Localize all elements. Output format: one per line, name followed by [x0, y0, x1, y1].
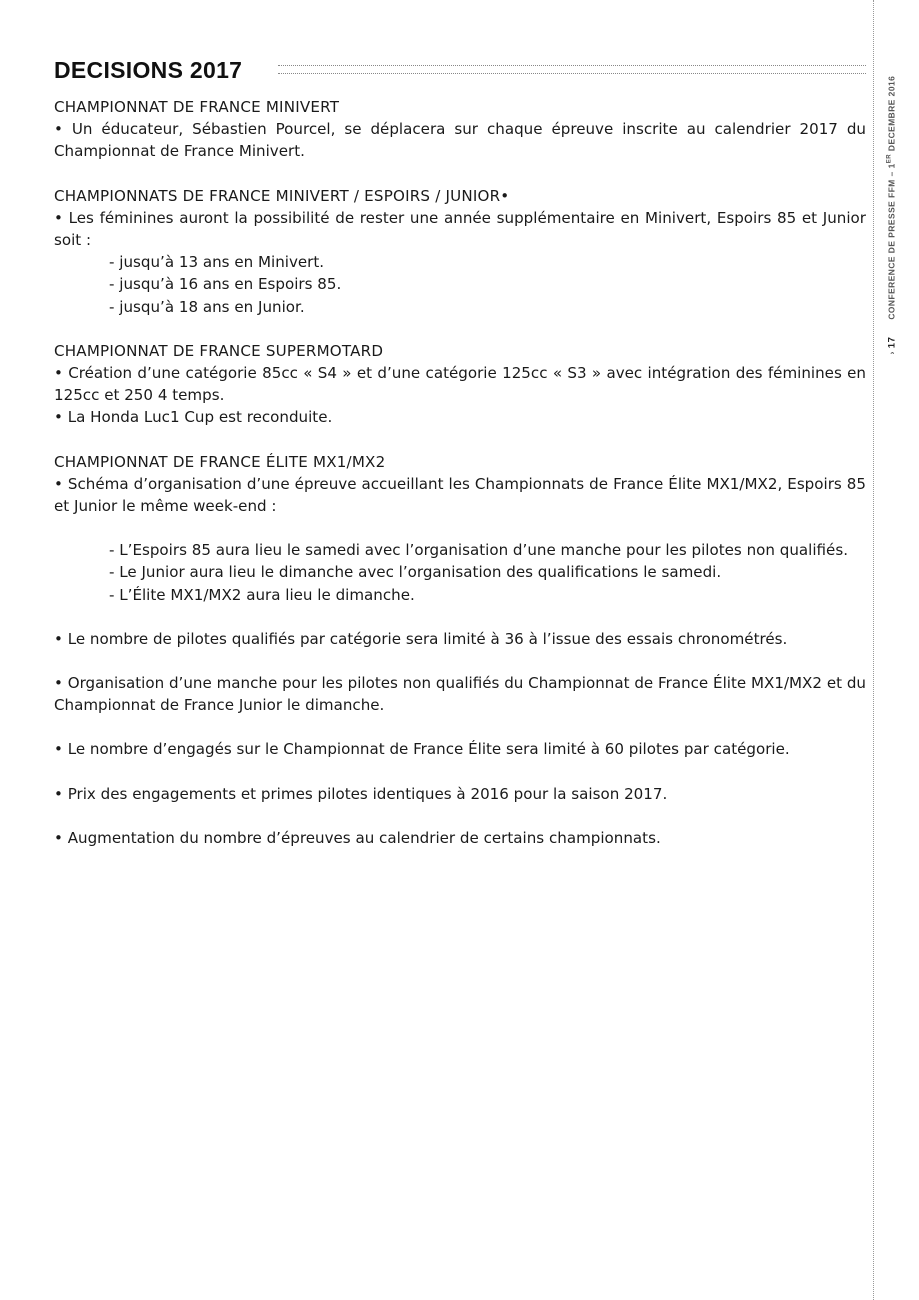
- spacer: [54, 318, 866, 340]
- spacer: [54, 761, 866, 783]
- section-heading-feminines: CHAMPIONNATS DE FRANCE MINIVERT / ESPOIRS / JUNIOR•: [54, 186, 510, 205]
- paragraph: • La Honda Luc1 Cup est reconduite.: [54, 408, 333, 427]
- section-heading-supermotard: CHAMPIONNAT DE FRANCE SUPERMOTARD: [54, 341, 384, 360]
- section-heading-elite: CHAMPIONNAT DE FRANCE ÉLITE MX1/MX2: [54, 452, 386, 471]
- page-title: DECISIONS 2017: [54, 57, 243, 83]
- sidebar-dotted-divider: [873, 0, 874, 1300]
- sidebar-running-header: [880, 40, 904, 390]
- spacer: [54, 606, 866, 628]
- sidebar-label-sup: ER: [886, 153, 893, 164]
- section-heading-minivert: CHAMPIONNAT DE FRANCE MINIVERT: [54, 98, 340, 116]
- paragraph: • Augmentation du nombre d’épreuves au calendrier de certains championnats.: [54, 828, 661, 847]
- spacer: [54, 716, 866, 738]
- sidebar-label-start: CONFERENCE DE PRESSE FFM – 1: [886, 163, 897, 320]
- document-body: [54, 96, 866, 849]
- page-title-row: [54, 56, 866, 86]
- spacer: [54, 163, 866, 185]
- sidebar-page-arrow: ›: [886, 351, 897, 355]
- title-dotted-rule: [278, 65, 866, 74]
- list-item: - jusqu’à 16 ans en Espoirs 85.: [109, 275, 342, 294]
- paragraph: • Le nombre d’engagés sur le Championnat de France Élite sera limité à 60 pilotes par catégorie.: [54, 740, 790, 759]
- paragraph: • Prix des engagements et primes pilotes identiques à 2016 pour la saison 2017.: [54, 784, 668, 803]
- spacer: [54, 650, 866, 672]
- sidebar-text: [887, 76, 898, 355]
- list-item: - jusqu’à 13 ans en Minivert.: [109, 253, 325, 272]
- spacer: [54, 517, 866, 539]
- spacer: [54, 429, 866, 451]
- list-item: - Le Junior aura lieu le dimanche avec l’organisation des qualifications le samedi.: [109, 563, 722, 582]
- paragraph: • Le nombre de pilotes qualifiés par catégorie sera limité à 36 à l’issue des essais chronométrés.: [54, 629, 788, 648]
- list-item: - jusqu’à 18 ans en Junior.: [109, 297, 305, 316]
- paragraph: • Les féminines auront la possibilité de rester une année supplémentaire en Minivert, Espoirs 85 et Junior soit :: [54, 208, 866, 250]
- paragraph: • Schéma d’organisation d’une épreuve accueillant les Championnats de France Élite MX1/MX2, Espoirs 85 et Junior le même week-end :: [54, 474, 866, 516]
- list-item: - L’Élite MX1/MX2 aura lieu le dimanche.: [109, 585, 415, 604]
- list-item: - L’Espoirs 85 aura lieu le samedi avec l’organisation d’une manche pour les pilotes non qualifiés.: [109, 541, 848, 560]
- paragraph: • Organisation d’une manche pour les pilotes non qualifiés du Championnat de France Élite MX1/MX2 et du Championnat de France Junior le dimanche.: [54, 674, 866, 715]
- paragraph: • Un éducateur, Sébastien Pourcel, se déplacera sur chaque épreuve inscrite au calendrier 2017 du Championnat de France Minivert.: [54, 120, 866, 161]
- spacer: [54, 805, 866, 827]
- paragraph: • Création d’une catégorie 85cc « S4 » et d’une catégorie 125cc « S3 » avec intégration des féminines en 125cc et 250 4 temps.: [54, 364, 866, 405]
- sidebar-label-end: DECEMBRE 2016: [886, 75, 897, 154]
- page-number: 17: [886, 336, 898, 349]
